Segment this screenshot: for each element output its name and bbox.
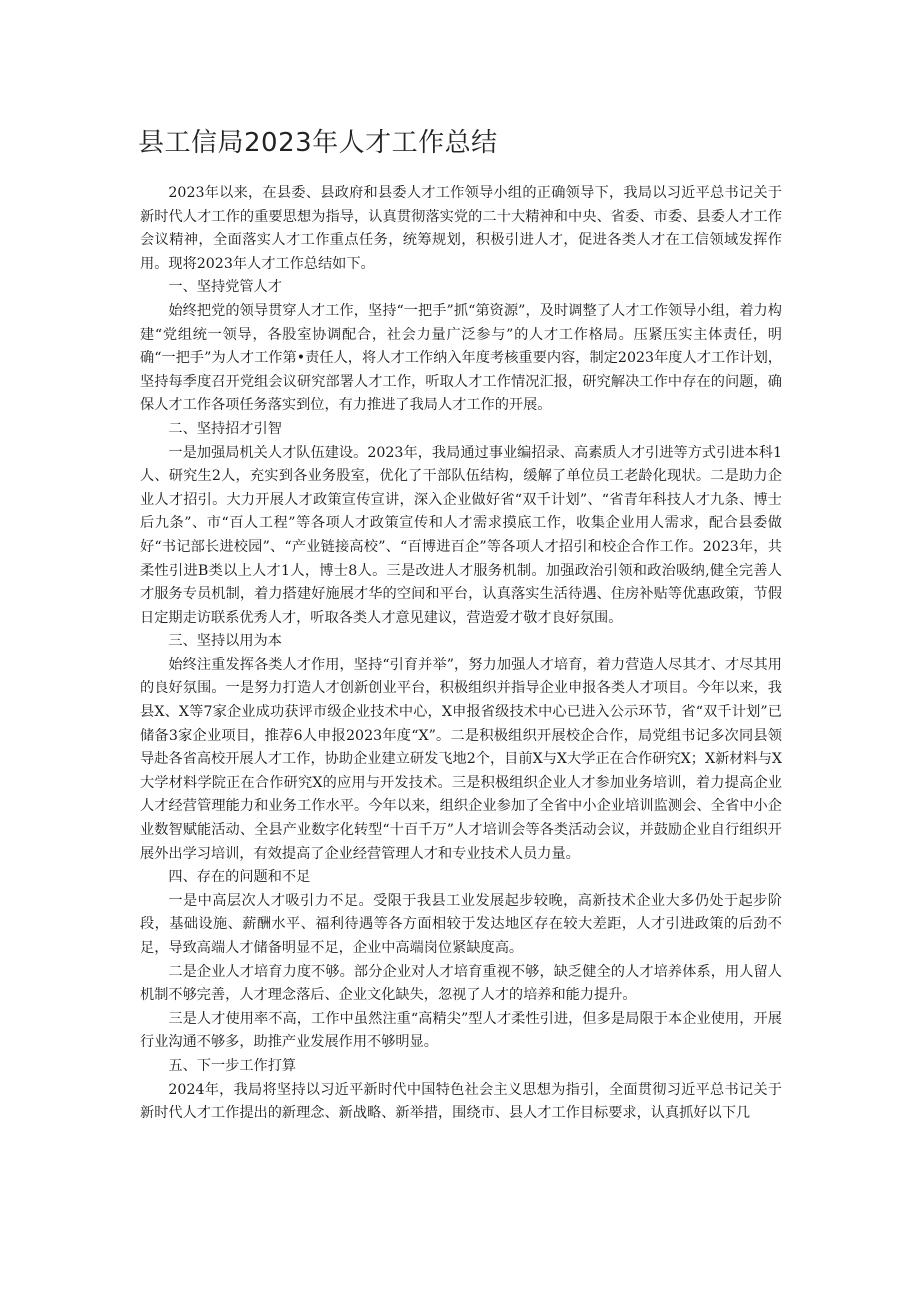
body-paragraph: 始终注重发挥各类人才作用，坚持“引育并举”，努力加强人才培育，着力营造人尽其才、才尽其用的良好氛围。一是努力打造人才创新创业平台，积极组织并指导企业申报各类人才项目。今年以来，我县X、X等7家企业成功获评市级企业技术中心，X申报省级技术中心已进入公示环节，省“双千计划”已储备3家企业项目，推荐6人申报2023年度“X”。二是积极组织开展校企合作，局党组书记多次同县领导赴各省高校开展人才工作，协助企业建立研发飞地2个，目前X与X大学正在合作研究X；X新材料与X大学材料学院正在合作研究X的应用与开发技术。三是积极组织企业人才参加业务培训，着力提高企业人才经营管理能力和业务工作水平。今年以来，组织企业参加了全省中小企业培训监测会、全省中小企业数智赋能活动、全县产业数字化转型“十百千万”人才培训会等各类活动会议，并鼓励企业自行组织开展外出学习培训，有效提高了企业经营管理人才和专业技术人员力量。: [140, 656, 782, 862]
body-paragraph: 一是中高层次人才吸引力不足。受限于我县工业发展起步较晚，高新技术企业大多仍处于起步阶段，基础设施、薪酬水平、福利待遇等各方面相较于发达地区存在较大差距，人才引进政策的后劲不足，导致高端人才储备明显不足，企业中高端岗位紧缺度高。: [140, 892, 782, 956]
section-heading: 一、坚持党管人才: [168, 279, 282, 296]
document-title: 县工信局2023年人才工作总结: [138, 128, 498, 158]
section-heading: 二、坚持招才引智: [168, 420, 282, 437]
body-paragraph: 二是企业人才培育力度不够。部分企业对人才培育重视不够，缺乏健全的人才培养体系，用人留人机制不够完善，人才理念落后、企业文化缺失，忽视了人才的培养和能力提升。: [140, 963, 782, 1004]
body-paragraph: 始终把党的领导贯穿人才工作，坚持“一把手”抓“第资源”，及时调整了人才工作领导小组，着力构建“党组统一领导，各股室协调配合，社会力量广泛参与”的人才工作格局。压紧压实主体责任，明确“一把手”为人才工作第•责任人，将人才工作纳入年度考核重要内容，制定2023年度人才工作计划，坚持每季度召开党组会议研究部署人才工作，听取人才工作情况汇报，研究解决工作中存在的问题，确保人才工作各项任务落实到位，有力推进了我局人才工作的开展。: [140, 302, 782, 414]
body-paragraph: 三是人才使用率不高，工作中虽然注重“高精尖”型人才柔性引进，但多是局限于本企业使用，开展行业沟通不够多，助推产业发展作用不够明显。: [140, 1010, 782, 1051]
document-page: [140, 124, 782, 1126]
section-heading: 四、存在的问题和不足: [168, 869, 311, 886]
body-paragraph: 2023年以来，在县委、县政府和县委人才工作领导小组的正确领导下，我局以习近平总书记关于新时代人才工作的重要思想为指导，认真贯彻落实党的二十大精神和中央、省委、市委、县委人才工作会议精神，全面落实人才工作重点任务，统筹规划，积极引进人才，促进各类人才在工信领域发挥作用。现将2023年人才工作总结如下。: [140, 185, 782, 272]
body-paragraph: 2024年，我局将坚持以习近平新时代中国特色社会主义思想为指引，全面贯彻习近平总书记关于新时代人才工作提出的新理念、新战略、新举措，围绕市、县人才工作目标要求，认真抓好以下几: [140, 1081, 782, 1122]
section-heading: 三、坚持以用为本: [168, 633, 282, 650]
section-heading: 五、下一步工作打算: [168, 1057, 297, 1074]
body-paragraph: 一是加强局机关人才队伍建设。2023年，我局通过事业编招录、高素质人才引进等方式引进本科1人、研究生2人，充实到各业务股室，优化了干部队伍结构，缓解了单位员工老龄化现状。二是助力企业人才招引。大力开展人才政策宣传宣讲，深入企业做好省“双千计划”、“省青年科技人才九条、博士后九条”、市“百人工程”等各项人才政策宣传和人才需求摸底工作，收集企业用人需求，配合县委做好“书记部长进校园”、“产业链接高校”、“百博进百企”等各项人才招引和校企合作工作。2023年，共柔性引进B类以上人才1人，博士8人。三是改进人才服务机制。加强政治引领和政治吸纳,健全完善人才服务专员机制，着力搭建好施展才华的空间和平台，认真落实生活待遇、住房补贴等优惠政策，节假日定期走访联系优秀人才，听取各类人才意见建议，营造爱才敬才良好氛围。: [140, 444, 782, 626]
document-body: [140, 182, 782, 1126]
